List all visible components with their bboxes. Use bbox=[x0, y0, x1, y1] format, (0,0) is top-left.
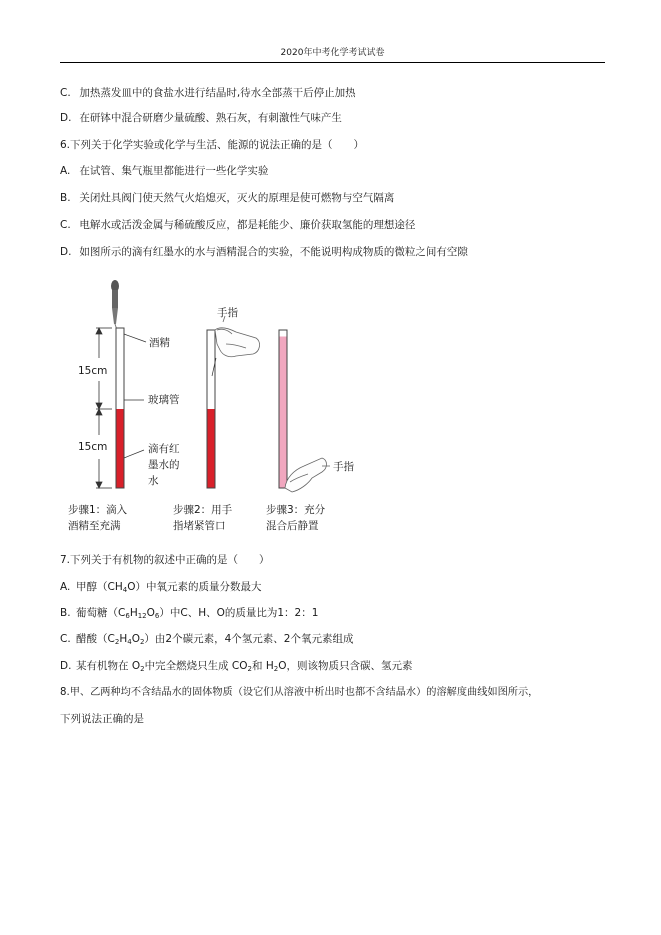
label-red-water-2: 墨水的 bbox=[148, 459, 180, 471]
q7-option-c bbox=[60, 632, 353, 646]
dimension-label-bottom: 15cm bbox=[78, 441, 108, 453]
page-header: 2020年中考化学考试试卷 bbox=[280, 48, 385, 58]
option-text-mid: H bbox=[119, 633, 128, 645]
option-text-pre: 葡萄糖（C bbox=[76, 607, 126, 619]
dimension-lines bbox=[96, 328, 112, 488]
option-label: A. bbox=[60, 581, 71, 593]
q7-option-d bbox=[60, 659, 412, 673]
experiment-drawing bbox=[60, 278, 360, 540]
q6-stem: 6.下列关于化学实验或化学与生活、能源的说法正确的是（ ） bbox=[60, 139, 365, 151]
leader-lines bbox=[124, 334, 146, 458]
option-label: C. bbox=[60, 87, 71, 99]
option-label: D. bbox=[60, 660, 72, 672]
step2-caption-line1: 步骤2：用手 bbox=[173, 504, 233, 516]
option-text: 电解水或活泼金属与稀硫酸反应，都是耗能少、廉价获取氢能的理想途径 bbox=[79, 219, 416, 231]
option-text: 在研钵中混合研磨少量硫酸、熟石灰，有刺激性气味产生 bbox=[79, 112, 342, 124]
option-text-mid: O bbox=[146, 607, 155, 619]
subscript: 4 bbox=[127, 638, 132, 646]
tube-step2 bbox=[207, 330, 216, 488]
option-label: B. bbox=[60, 192, 71, 204]
option-text: 如图所示的滴有红墨水的水与酒精混合的实验，不能说明构成物质的微粒之间有空隙 bbox=[79, 246, 468, 258]
step1-caption-line2: 酒精至充满 bbox=[68, 520, 121, 532]
option-text-post: O）中氧元素的质量分数最大 bbox=[127, 581, 262, 593]
tube-step3 bbox=[279, 330, 287, 488]
subscript: 2 bbox=[140, 665, 145, 673]
subscript: 4 bbox=[122, 586, 128, 594]
subscript: 6 bbox=[154, 612, 160, 620]
option-text: 在试管、集气瓶里都能进行一些化学实验 bbox=[79, 165, 269, 177]
option-text-mid: 中完全燃烧只生成 CO bbox=[144, 660, 248, 672]
q6-option-d bbox=[60, 245, 468, 259]
subscript: 12 bbox=[137, 612, 147, 620]
option-label: D. bbox=[60, 246, 72, 258]
label-glass-tube: 玻璃管 bbox=[148, 394, 180, 406]
step3-caption-line1: 步骤3：充分 bbox=[266, 504, 326, 516]
step3-caption-line2: 混合后静置 bbox=[266, 520, 319, 532]
q6-option-b bbox=[60, 191, 394, 205]
label-red-water-1: 滴有红 bbox=[148, 443, 180, 455]
option-text-pre: 醋酸（C bbox=[76, 633, 115, 645]
subscript: 2 bbox=[114, 638, 120, 646]
option-label: C. bbox=[60, 633, 71, 645]
q6-option-c bbox=[60, 218, 415, 232]
experiment-figure bbox=[60, 278, 360, 540]
tube-step1 bbox=[116, 328, 124, 488]
option-label: D. bbox=[60, 112, 72, 124]
option-text-post: O，则该物质只含碳、氢元素 bbox=[278, 660, 413, 672]
option-text-post: ）中C、H、O的质量比为1：2：1 bbox=[159, 607, 319, 619]
option-label: C. bbox=[60, 219, 71, 231]
option-text-pre: 某有机物在 O bbox=[76, 660, 141, 672]
q7-option-a bbox=[60, 580, 261, 594]
q8-stem-line2: 下列说法正确的是 bbox=[60, 713, 144, 725]
step1-caption-line1: 步骤1：滴入 bbox=[68, 504, 128, 516]
option-text-mid: H bbox=[129, 607, 138, 619]
option-text-post: ）由2个碳元素，4个氢元素、2个氧元素组成 bbox=[144, 633, 354, 645]
dimension-label-top: 15cm bbox=[78, 365, 108, 377]
hand-icon-step2 bbox=[215, 316, 260, 357]
subscript: 2 bbox=[273, 665, 279, 673]
option-text-mid: O bbox=[131, 633, 140, 645]
option-text: 关闭灶具阀门使天然气火焰熄灭，灭火的原理是使可燃物与空气隔离 bbox=[79, 192, 395, 204]
q5-option-c bbox=[60, 86, 356, 100]
label-finger-step2: 手指 bbox=[217, 307, 238, 319]
header-rule bbox=[60, 62, 605, 63]
dropper-icon bbox=[111, 280, 119, 330]
q5-option-d bbox=[60, 111, 342, 125]
step2-caption-line2: 指堵紧管口 bbox=[173, 520, 226, 532]
q7-option-b bbox=[60, 606, 318, 620]
q8-stem-line1: 8.甲、乙两种均不含结晶水的固体物质（设它们从溶液中析出时也都不含结晶水）的溶解度曲线如图所示， bbox=[60, 687, 539, 698]
option-label: A. bbox=[60, 165, 71, 177]
label-finger-step3: 手指 bbox=[333, 461, 354, 473]
subscript: 2 bbox=[247, 665, 252, 673]
q7-stem: 7.下列关于有机物的叙述中正确的是（ ） bbox=[60, 554, 270, 566]
option-text: 加热蒸发皿中的食盐水进行结晶时,待水全部蒸干后停止加热 bbox=[79, 87, 356, 99]
subscript: 2 bbox=[139, 638, 145, 646]
hand-icon-step3 bbox=[285, 458, 330, 492]
option-text-pre: 甲醇（CH bbox=[76, 581, 123, 593]
subscript: 6 bbox=[125, 612, 130, 620]
option-label: B. bbox=[60, 607, 71, 619]
q6-option-a bbox=[60, 164, 268, 178]
label-red-water-3: 水 bbox=[148, 475, 159, 487]
option-text-mid: 和 H bbox=[251, 660, 274, 672]
label-alcohol: 酒精 bbox=[149, 337, 170, 349]
